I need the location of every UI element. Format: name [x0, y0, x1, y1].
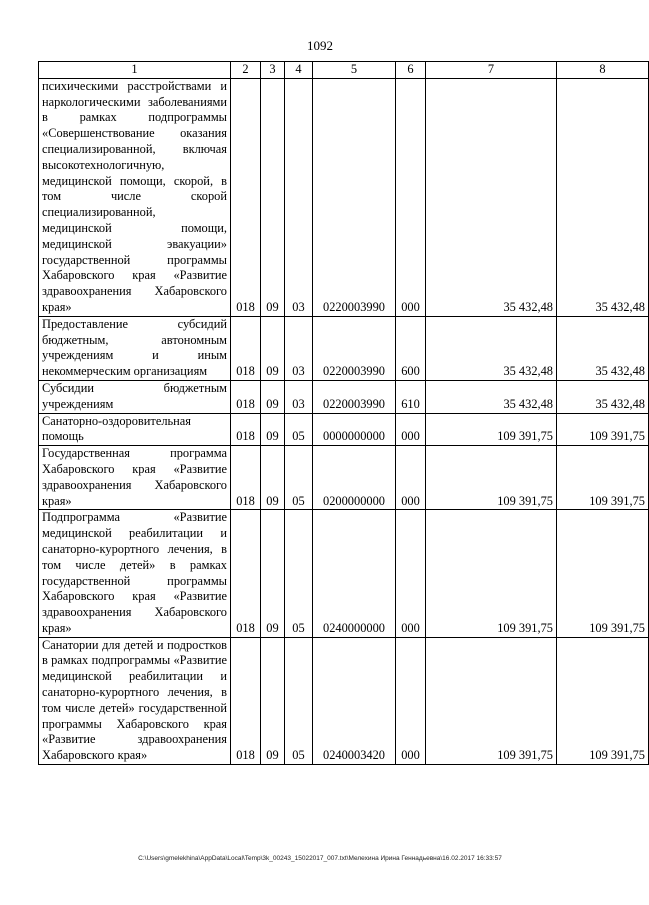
amount-cell: 109 391,75 — [426, 413, 557, 446]
row-name: Санатории для детей и подростков в рамках подпрограммы «Развитие медицинской реабилитации и санаторно-курортного лечения, в том числе детей» государственной программы Хабаровского края «Развитие здравоохранения Хабаровского края» — [39, 637, 231, 764]
row-name: Подпрограмма «Развитие медицинской реабилитации и санаторно-курортного лечения, в том числе детей» в рамках государственной программы Хабаровского края «Развитие здравоохранения Хабаровского края» — [39, 510, 231, 637]
amount-cell: 109 391,75 — [426, 637, 557, 764]
section-cell: 09 — [261, 446, 285, 510]
section-cell: 09 — [261, 510, 285, 637]
expense-type-cell: 000 — [396, 510, 426, 637]
expense-type-cell: 000 — [396, 637, 426, 764]
expense-type-cell: 610 — [396, 380, 426, 413]
amount-cell: 109 391,75 — [557, 446, 649, 510]
target-article-cell: 0240000000 — [313, 510, 396, 637]
expense-type-cell: 000 — [396, 446, 426, 510]
target-article-cell: 0200000000 — [313, 446, 396, 510]
column-header: 2 — [231, 62, 261, 79]
amount-cell: 35 432,48 — [426, 316, 557, 380]
amount-cell: 109 391,75 — [557, 413, 649, 446]
column-header: 5 — [313, 62, 396, 79]
column-header: 6 — [396, 62, 426, 79]
table-row — [39, 316, 649, 380]
page-number: 1092 — [307, 38, 333, 53]
amount-cell: 109 391,75 — [557, 637, 649, 764]
amount-cell: 35 432,48 — [426, 78, 557, 316]
grbs-cell: 018 — [231, 637, 261, 764]
table-row — [39, 413, 649, 446]
subsection-cell: 05 — [285, 637, 313, 764]
table-row — [39, 78, 649, 316]
row-name: Государственная программа Хабаровского края «Развитие здравоохранения Хабаровского края» — [39, 446, 231, 510]
expense-type-cell: 000 — [396, 413, 426, 446]
target-article-cell: 0000000000 — [313, 413, 396, 446]
budget-table — [38, 61, 649, 765]
column-header: 3 — [261, 62, 285, 79]
table-row — [39, 510, 649, 637]
amount-cell: 35 432,48 — [557, 380, 649, 413]
amount-cell: 109 391,75 — [557, 510, 649, 637]
amount-cell: 35 432,48 — [426, 380, 557, 413]
section-cell: 09 — [261, 637, 285, 764]
grbs-cell: 018 — [231, 510, 261, 637]
grbs-cell: 018 — [231, 316, 261, 380]
section-cell: 09 — [261, 316, 285, 380]
column-header: 8 — [557, 62, 649, 79]
section-cell: 09 — [261, 380, 285, 413]
expense-type-cell: 000 — [396, 78, 426, 316]
header-row — [39, 62, 649, 79]
target-article-cell: 0220003990 — [313, 380, 396, 413]
grbs-cell: 018 — [231, 413, 261, 446]
amount-cell: 35 432,48 — [557, 78, 649, 316]
subsection-cell: 03 — [285, 316, 313, 380]
amount-cell: 109 391,75 — [426, 446, 557, 510]
row-name: Субсидии бюджетным учреждениям — [39, 380, 231, 413]
target-article-cell: 0220003990 — [313, 78, 396, 316]
column-header: 4 — [285, 62, 313, 79]
amount-cell: 35 432,48 — [557, 316, 649, 380]
column-header: 1 — [39, 62, 231, 79]
grbs-cell: 018 — [231, 446, 261, 510]
row-name: психическими расстройствами и наркологическими заболеваниями в рамках подпрограммы «Совершенствование оказания специализированной, включая высокотехнологичную, медицинской помощи, скорой, в том числе скорой специализированной, медицинской помощи, медицинской эвакуации» государственной программы Хабаровского края «Развитие здравоохранения Хабаровского края» — [39, 78, 231, 316]
target-article-cell: 0240003420 — [313, 637, 396, 764]
amount-cell: 109 391,75 — [426, 510, 557, 637]
table-row — [39, 446, 649, 510]
grbs-cell: 018 — [231, 380, 261, 413]
footer-file-path: C:\Users\gmelekhina\AppData\Local\Temp\3k_00243_15022017_007.txt\Мелехина Ирина Геннадьевна\16.02.2017 16:33:57 — [138, 855, 502, 862]
subsection-cell: 03 — [285, 78, 313, 316]
subsection-cell: 05 — [285, 446, 313, 510]
row-name: Предоставление субсидий бюджетным, автономным учреждениям и иным некоммерческим организациям — [39, 316, 231, 380]
subsection-cell: 05 — [285, 413, 313, 446]
section-cell: 09 — [261, 78, 285, 316]
expense-type-cell: 600 — [396, 316, 426, 380]
section-cell: 09 — [261, 413, 285, 446]
column-header: 7 — [426, 62, 557, 79]
table-row — [39, 380, 649, 413]
table-row — [39, 637, 649, 764]
target-article-cell: 0220003990 — [313, 316, 396, 380]
subsection-cell: 05 — [285, 510, 313, 637]
grbs-cell: 018 — [231, 78, 261, 316]
subsection-cell: 03 — [285, 380, 313, 413]
row-name: Санаторно-оздоровительная помощь — [39, 413, 231, 446]
